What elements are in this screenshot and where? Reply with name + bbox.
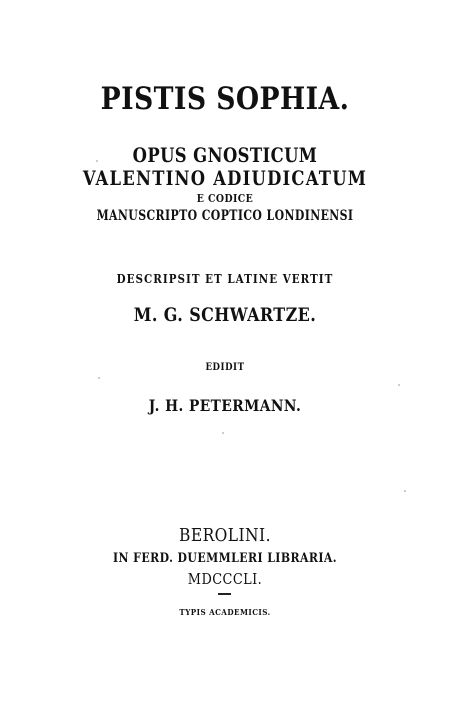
subtitle-line-4: MANUSCRIPTO COPTICO LONDINENSI [96,208,354,224]
imprint-printer: TYPIS ACADEMICIS. [179,607,271,617]
credit-line-translator: DESCRIPSIT ET LATINE VERTIT [116,272,334,286]
author-name: M. G. SCHWARTZE. [133,304,317,326]
imprint-year: MDCCCLI. [187,570,263,588]
paper-speck [404,490,406,492]
subtitle-line-1: OPUS GNOSTICUM [132,143,318,167]
divider-rule [218,593,231,595]
subtitle-line-2: VALENTINO ADIUDICATUM [82,166,368,190]
paper-speck [96,160,98,162]
paper-speck [398,384,400,386]
imprint-city: BEROLINI. [179,525,271,546]
book-title: PISTIS SOPHIA. [100,81,350,117]
imprint-publisher: IN FERD. DUEMMLERI LIBRARIA. [113,551,337,566]
credit-line-editor: EDIDIT [205,362,245,373]
editor-name: J. H. PETERMANN. [148,396,302,415]
paper-speck [98,377,100,379]
subtitle-line-3: E CODICE [196,192,254,205]
paper-speck [222,432,224,434]
